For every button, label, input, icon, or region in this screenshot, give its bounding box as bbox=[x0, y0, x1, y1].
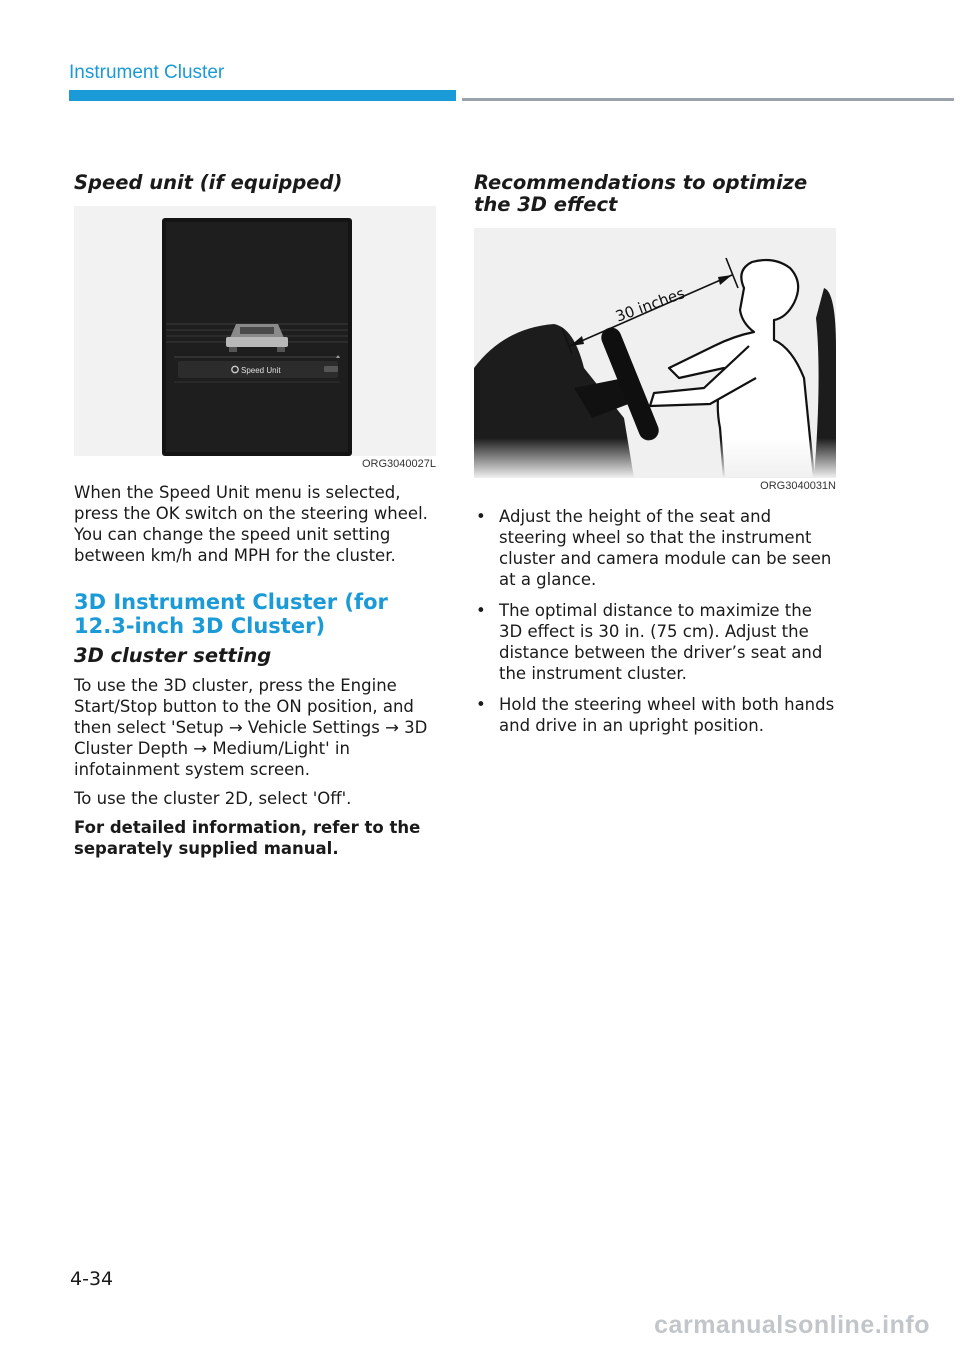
left-column bbox=[74, 172, 441, 859]
distance-label: 30 inches bbox=[613, 284, 688, 326]
optimize-3d-heading: Recommendations to optimize the 3D effect bbox=[474, 171, 808, 216]
right-column bbox=[474, 172, 836, 746]
seating-distance-figure bbox=[474, 228, 836, 478]
speed-unit-heading: Speed unit (if equipped) bbox=[74, 171, 343, 194]
seating-figure-code: ORG3040031N bbox=[760, 480, 836, 492]
list-item-text: Hold the steering wheel with both hands and drive in an upright position. bbox=[499, 695, 835, 735]
cluster-3d-heading: 3D Instrument Cluster (for 12.3-inch 3D Cluster) bbox=[74, 590, 388, 638]
list-item-text: Adjust the height of the seat and steering wheel so that the instrument cluster and camera module can be seen at a glance. bbox=[499, 507, 832, 589]
driver-distance-illustration bbox=[474, 228, 836, 478]
watermark: carmanualsonline.info bbox=[654, 1311, 930, 1339]
cluster-screen-illustration bbox=[74, 206, 436, 456]
recommendation-list bbox=[474, 506, 836, 736]
list-item-text: The optimal distance to maximize the 3D effect is 30 in. (75 cm). Adjust the distance between the driver’s seat and the instrument cluster. bbox=[499, 601, 823, 683]
list-item: • Hold the steering wheel with both hands and drive in an upright position. bbox=[476, 695, 835, 735]
list-item: • The optimal distance to maximize the 3D effect is 30 in. (75 cm). Adjust the distance between the driver’s seat and the instrument cluster. bbox=[476, 601, 823, 683]
speed-unit-text: When the Speed Unit menu is selected, press the OK switch on the steering wheel. You can change the speed unit setting between km/h and MPH for the cluster. bbox=[74, 483, 428, 565]
cluster-3d-setting-text: To use the 3D cluster, press the Engine Start/Stop button to the ON position, and then select 'Setup → Vehicle Settings → 3D Cluster Depth → Medium/Light' in infotainment system screen. bbox=[74, 676, 428, 779]
speed-unit-figure bbox=[74, 206, 436, 456]
speed-unit-figure-code: ORG3040027L bbox=[362, 458, 436, 470]
header-rule-accent bbox=[69, 90, 456, 101]
cluster-3d-setting-heading: 3D cluster setting bbox=[74, 644, 272, 667]
cluster-menu-speed-unit: Speed Unit bbox=[241, 366, 281, 375]
header-rule-grey bbox=[462, 98, 954, 101]
page-number: 4-34 bbox=[70, 1268, 114, 1290]
supplied-manual-note: For detailed information, refer to the separately supplied manual. bbox=[74, 818, 421, 858]
page-header-title: Instrument Cluster bbox=[69, 62, 225, 83]
list-item: • Adjust the height of the seat and steering wheel so that the instrument cluster and camera module can be seen at a glance. bbox=[476, 507, 832, 589]
cluster-2d-text: To use the cluster 2D, select 'Off'. bbox=[74, 789, 352, 808]
